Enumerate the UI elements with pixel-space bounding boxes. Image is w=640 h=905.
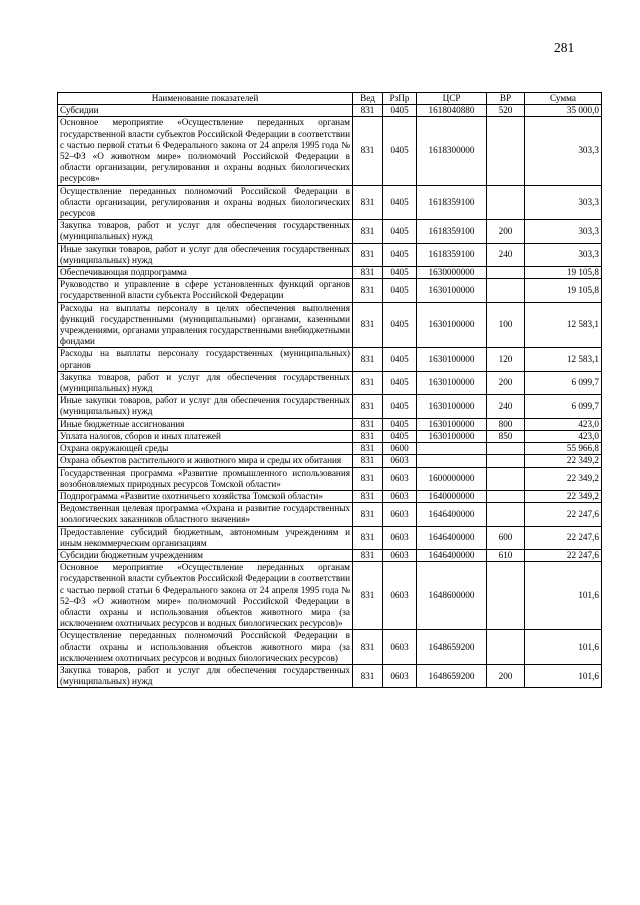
row-vr [487,267,525,279]
row-csr: 1646400000 [417,549,487,561]
table-row [58,243,602,266]
row-csr: 1630000000 [417,267,487,279]
row-sum: 19 105,8 [525,279,602,302]
table-row [58,664,602,687]
row-name: Субсидии [58,105,353,117]
row-vr: 100 [487,302,525,348]
row-name: Подпрограмма «Развитие охотничьего хозяйства Томской области» [58,490,353,502]
row-ved: 831 [353,562,383,630]
row-ved: 831 [353,105,383,117]
row-rzpr: 0405 [383,185,417,220]
row-rzpr: 0600 [383,443,417,455]
row-name: Закупка товаров, работ и услуг для обеспечения государственных (муниципальных) нужд [58,220,353,243]
row-sum: 303,3 [525,243,602,266]
row-ved: 831 [353,267,383,279]
row-rzpr: 0405 [383,117,417,185]
row-ved: 831 [353,526,383,549]
row-sum: 101,6 [525,630,602,665]
row-name: Расходы на выплаты персоналу государственных (муниципальных) органов [58,348,353,371]
row-sum: 55 966,8 [525,443,602,455]
row-sum: 22 247,6 [525,503,602,526]
row-name: Закупка товаров, работ и услуг для обеспечения государственных (муниципальных) нужд [58,664,353,687]
row-csr: 1640000000 [417,490,487,502]
row-ved: 831 [353,664,383,687]
row-vr: 600 [487,526,525,549]
table-row [58,395,602,418]
row-ved: 831 [353,630,383,665]
row-csr: 1630100000 [417,418,487,430]
row-sum: 101,6 [525,664,602,687]
row-ved: 831 [353,348,383,371]
row-sum: 303,3 [525,117,602,185]
row-csr: 1618040880 [417,105,487,117]
row-rzpr: 0603 [383,455,417,467]
table-row [58,279,602,302]
row-name: Расходы на выплаты персоналу в целях обеспечения выполнения функций государственными (муниципальными) органами, казенными учреждениями, органами управления государственными внебюджетными фондами [58,302,353,348]
row-vr [487,467,525,490]
row-sum: 423,0 [525,430,602,442]
row-sum: 22 247,6 [525,549,602,561]
row-name: Иные закупки товаров, работ и услуг для обеспечения государственных (муниципальных) нужд [58,243,353,266]
row-vr: 850 [487,430,525,442]
header-rzpr: РзПр [383,93,417,105]
table-row [58,490,602,502]
row-rzpr: 0405 [383,348,417,371]
table-row [58,467,602,490]
row-vr: 200 [487,220,525,243]
row-rzpr: 0405 [383,279,417,302]
row-ved: 831 [353,185,383,220]
row-rzpr: 0405 [383,371,417,394]
row-ved: 831 [353,503,383,526]
row-vr [487,562,525,630]
row-csr: 1648659200 [417,664,487,687]
table-row [58,526,602,549]
header-ved: Вед [353,93,383,105]
row-sum: 303,3 [525,220,602,243]
table-row [58,185,602,220]
row-name: Охрана объектов растительного и животного мира и среды их обитания [58,455,353,467]
row-csr: 1630100000 [417,348,487,371]
row-sum: 303,3 [525,185,602,220]
row-csr: 1630100000 [417,395,487,418]
header-sum: Сумма [525,93,602,105]
row-rzpr: 0405 [383,105,417,117]
header-vr: ВР [487,93,525,105]
row-csr: 1618300000 [417,117,487,185]
row-name: Государственная программа «Развитие промышленного использования возобновляемых природных ресурсов Томской области» [58,467,353,490]
row-vr [487,503,525,526]
row-csr [417,455,487,467]
row-sum: 12 583,1 [525,302,602,348]
row-rzpr: 0405 [383,302,417,348]
table-row [58,267,602,279]
row-vr [487,443,525,455]
row-vr [487,185,525,220]
table-row [58,443,602,455]
row-ved: 831 [353,279,383,302]
row-name: Уплата налогов, сборов и иных платежей [58,430,353,442]
row-vr: 610 [487,549,525,561]
row-vr: 240 [487,243,525,266]
row-ved: 831 [353,549,383,561]
row-ved: 831 [353,443,383,455]
row-rzpr: 0405 [383,267,417,279]
row-csr: 1618359100 [417,185,487,220]
row-sum: 101,6 [525,562,602,630]
row-rzpr: 0603 [383,549,417,561]
row-ved: 831 [353,371,383,394]
row-csr: 1630100000 [417,371,487,394]
row-rzpr: 0603 [383,526,417,549]
row-rzpr: 0405 [383,243,417,266]
row-csr: 1646400000 [417,526,487,549]
row-csr: 1618359100 [417,220,487,243]
row-sum: 22 349,2 [525,490,602,502]
row-sum: 19 105,8 [525,267,602,279]
table-header-row [58,93,602,105]
row-csr: 1600000000 [417,467,487,490]
row-sum: 12 583,1 [525,348,602,371]
row-ved: 831 [353,395,383,418]
table-row [58,503,602,526]
row-name: Иные закупки товаров, работ и услуг для обеспечения государственных (муниципальных) нужд [58,395,353,418]
row-rzpr: 0603 [383,630,417,665]
row-vr: 120 [487,348,525,371]
row-ved: 831 [353,455,383,467]
table-row [58,348,602,371]
row-sum: 6 099,7 [525,371,602,394]
row-rzpr: 0405 [383,418,417,430]
row-rzpr: 0405 [383,430,417,442]
row-csr [417,443,487,455]
row-name: Иные бюджетные ассигнования [58,418,353,430]
row-csr: 1618359100 [417,243,487,266]
row-vr: 520 [487,105,525,117]
row-sum: 35 000,0 [525,105,602,117]
row-rzpr: 0603 [383,664,417,687]
row-name: Обеспечивающая подпрограмма [58,267,353,279]
row-vr [487,117,525,185]
row-vr: 200 [487,664,525,687]
row-name: Руководство и управление в сфере установленных функций органов государственной власти субъекта Российской Федерации [58,279,353,302]
row-csr: 1648659200 [417,630,487,665]
row-vr: 800 [487,418,525,430]
row-ved: 831 [353,302,383,348]
row-ved: 831 [353,117,383,185]
page-number: 281 [554,40,575,55]
table-row [58,220,602,243]
row-csr: 1630100000 [417,279,487,302]
row-sum: 6 099,7 [525,395,602,418]
row-vr [487,279,525,302]
row-ved: 831 [353,467,383,490]
row-rzpr: 0405 [383,395,417,418]
row-vr [487,455,525,467]
table-row [58,371,602,394]
row-csr: 1648600000 [417,562,487,630]
table-row [58,430,602,442]
row-name: Основное мероприятие «Осуществление переданных органам государственной власти субъектов Российской Федерации в соответствии с частью первой статьи 6 Федерального закона от 24 апреля 1995 года № 52–ФЗ «О животном мире» полномочий Российской Федерации в области организации, регулирования и охраны водных биологических ресурсов» [58,117,353,185]
row-name: Предоставление субсидий бюджетным, автономным учреждениям и иным некоммерческим организациям [58,526,353,549]
row-name: Охрана окружающей среды [58,443,353,455]
budget-table [57,92,602,688]
row-rzpr: 0603 [383,490,417,502]
row-rzpr: 0603 [383,562,417,630]
row-name: Осуществление переданных полномочий Российской Федерации в области охраны и использования объектов животного мира (за исключением охотничьих ресурсов и водных биологических ресурсов) [58,630,353,665]
table-row [58,117,602,185]
row-sum: 22 349,2 [525,455,602,467]
row-ved: 831 [353,430,383,442]
table-row [58,105,602,117]
row-rzpr: 0603 [383,503,417,526]
table-row [58,562,602,630]
header-csr: ЦСР [417,93,487,105]
row-vr: 240 [487,395,525,418]
row-ved: 831 [353,418,383,430]
row-name: Закупка товаров, работ и услуг для обеспечения государственных (муниципальных) нужд [58,371,353,394]
row-ved: 831 [353,490,383,502]
row-csr: 1646400000 [417,503,487,526]
row-sum: 22 247,6 [525,526,602,549]
row-vr [487,490,525,502]
row-rzpr: 0603 [383,467,417,490]
row-name: Основное мероприятие «Осуществление переданных органам государственной власти субъектов Российской Федерации в соответствии с частью первой статьи 6 Федерального закона от 24 апреля 1995 года № 52–ФЗ «О животном мире» полномочий Российской Федерации в области охраны и использования объектов животного мира (за исключением охотничьих ресурсов и водных биологических ресурсов)» [58,562,353,630]
row-name: Субсидии бюджетным учреждениям [58,549,353,561]
table-row [58,455,602,467]
row-vr [487,630,525,665]
row-ved: 831 [353,220,383,243]
row-sum: 423,0 [525,418,602,430]
row-csr: 1630100000 [417,430,487,442]
row-name: Ведомственная целевая программа «Охрана и развитие государственных зоологических заказников областного значения» [58,503,353,526]
row-name: Осуществление переданных полномочий Российской Федерации в области организации, регулирования и охраны водных биологических ресурсов [58,185,353,220]
row-rzpr: 0405 [383,220,417,243]
row-csr: 1630100000 [417,302,487,348]
row-sum: 22 349,2 [525,467,602,490]
row-vr: 200 [487,371,525,394]
table-row [58,302,602,348]
table-row [58,418,602,430]
row-ved: 831 [353,243,383,266]
table-row [58,549,602,561]
table-body [58,105,602,688]
table-row [58,630,602,665]
header-name: Наименование показателей [58,93,353,105]
